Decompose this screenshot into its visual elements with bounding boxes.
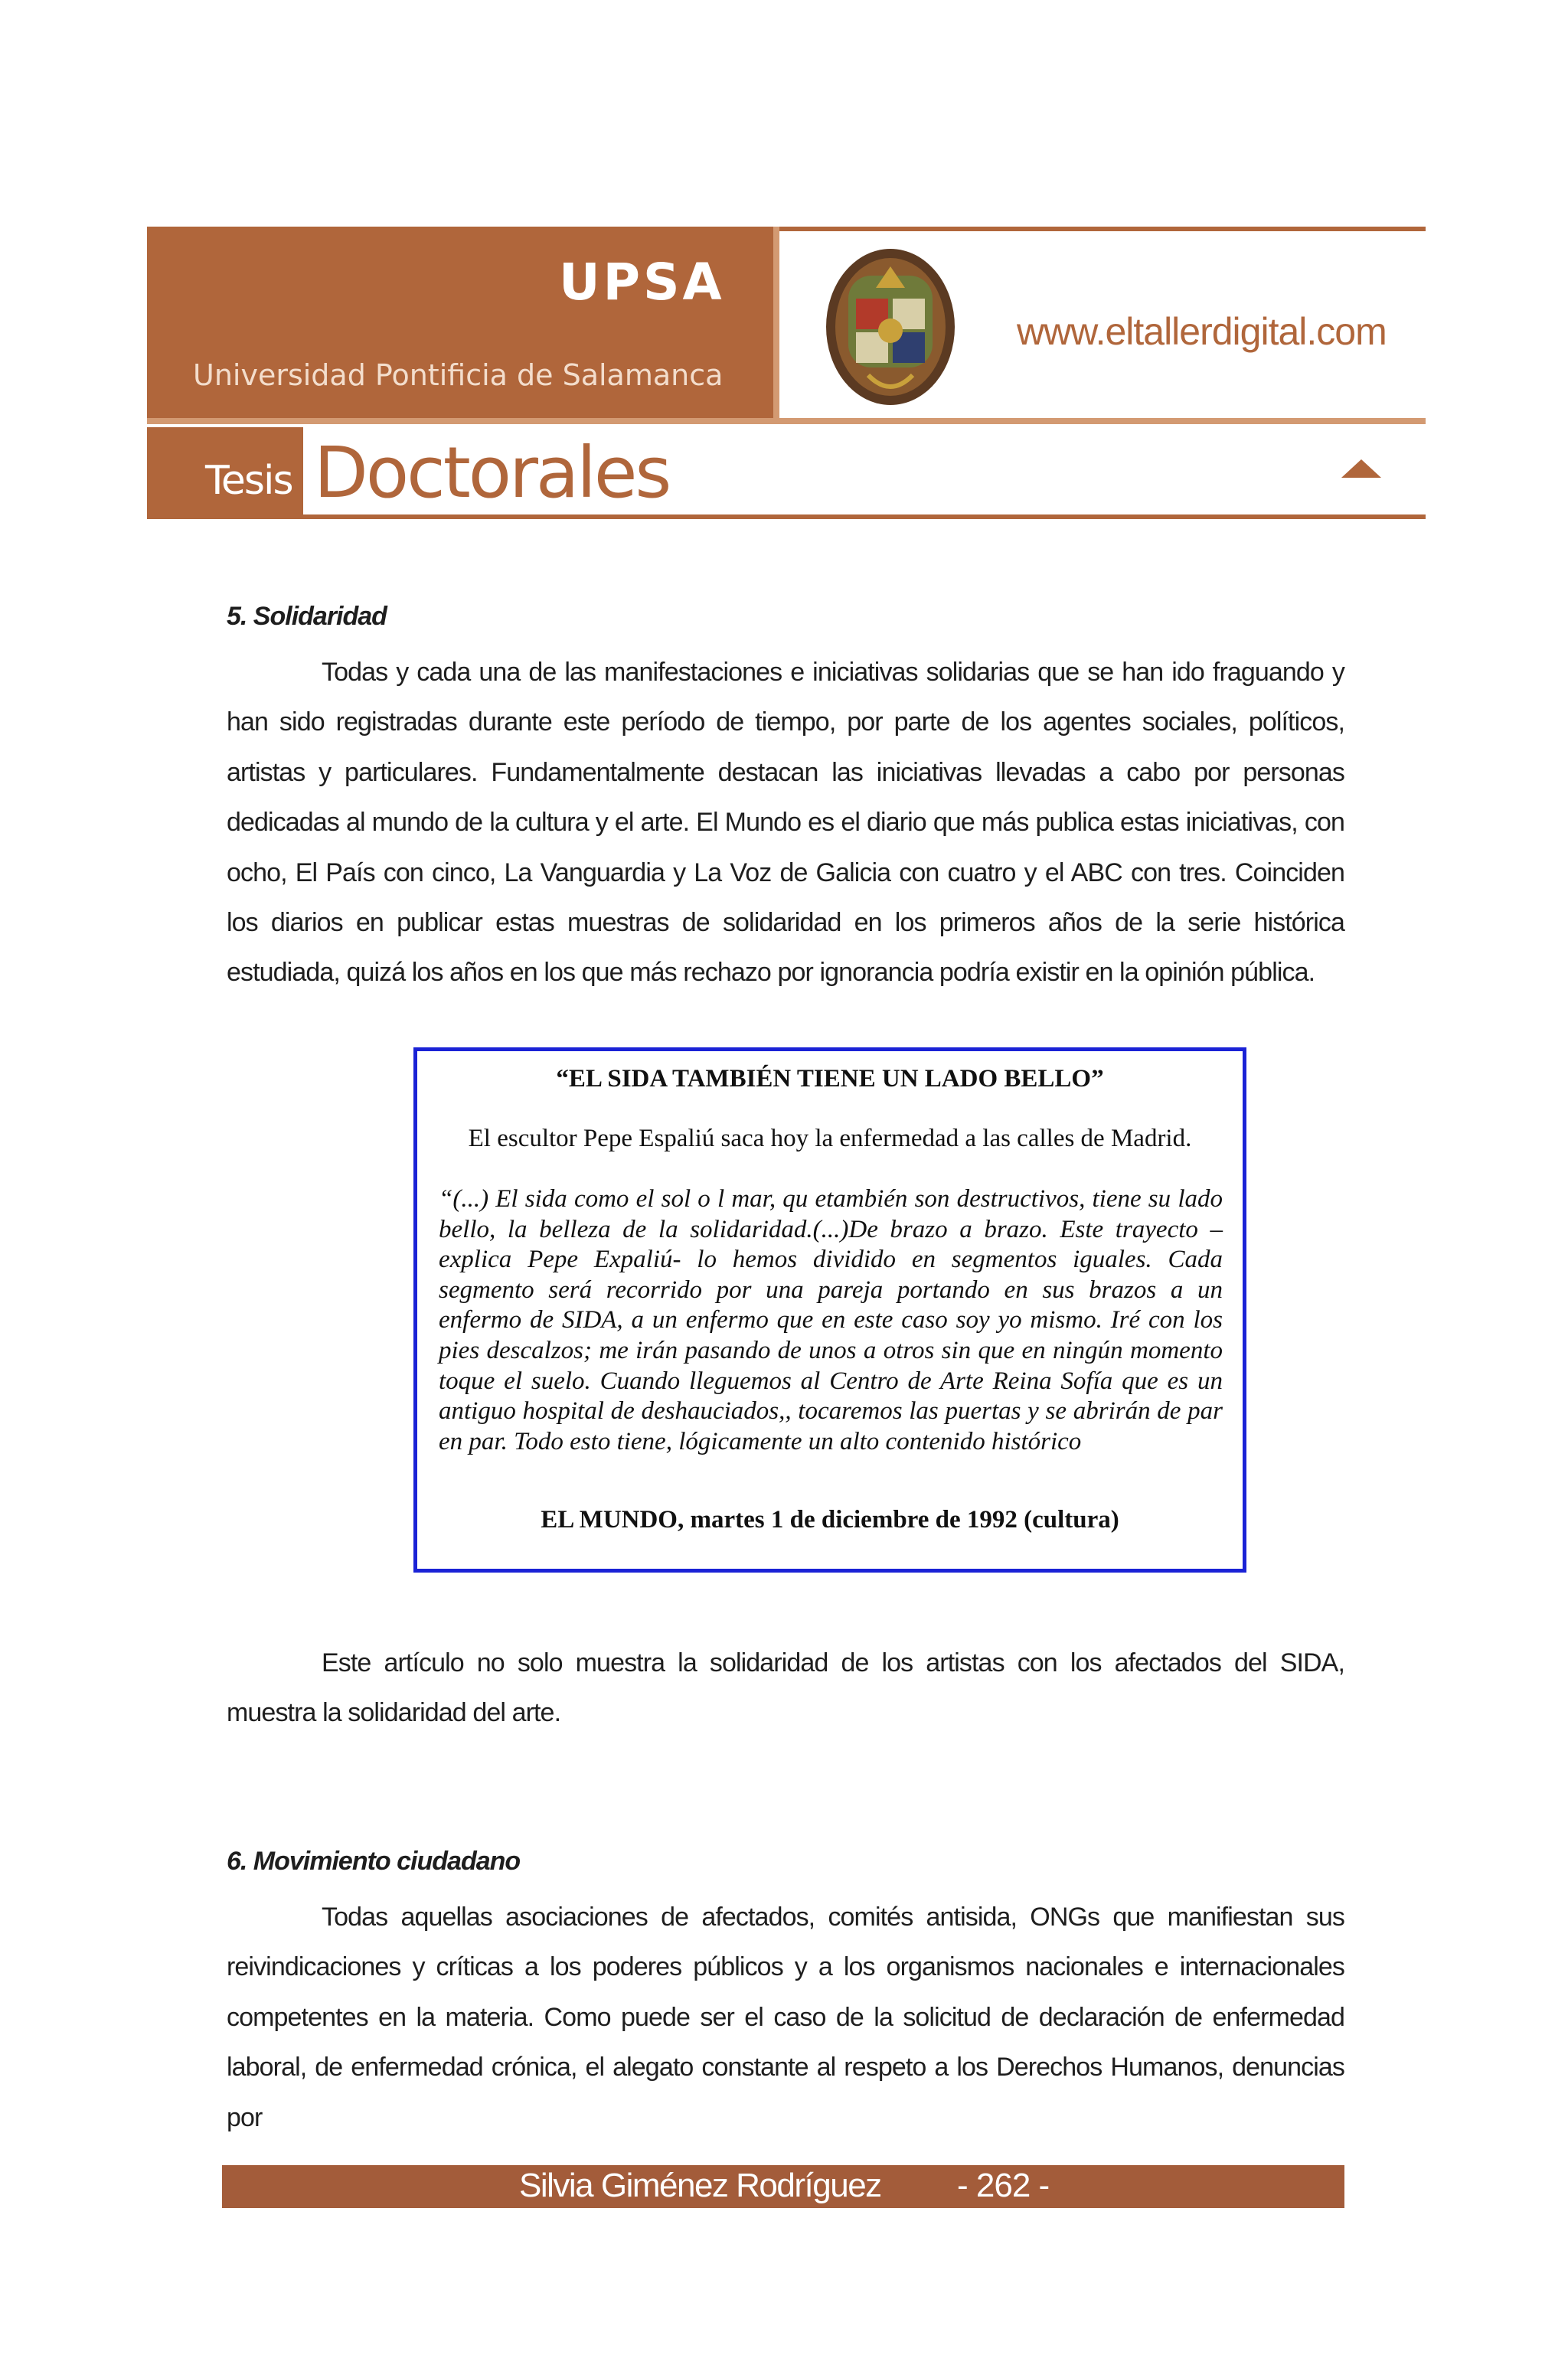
quote-source: EL MUNDO, martes 1 de diciembre de 1992 (cultura) <box>541 1506 1119 1534</box>
banner-divider <box>147 418 1426 424</box>
quote-box <box>413 1047 1246 1573</box>
brand-name: UPSA <box>559 253 725 312</box>
section-heading-movimiento-ciudadano: 6. Movimiento ciudadano <box>227 1847 521 1876</box>
header-banner <box>147 227 1426 519</box>
page-number: - 262 - <box>957 2167 1050 2204</box>
section-heading-solidaridad: 5. Solidaridad <box>227 602 387 631</box>
footer-author: Silvia Giménez Rodríguez <box>519 2167 881 2204</box>
quote-subtitle: El escultor Pepe Espaliú saca hoy la enfermedad a las calles de Madrid. <box>468 1125 1192 1152</box>
banner-crest-panel <box>779 227 1426 418</box>
paragraph-solidaridad: Todas y cada una de las manifestaciones e iniciativas solidarias que se han ido fraguando y han sido registradas durante este período de tiempo, por parte de los agentes sociales, políticos, artistas y particulares. Fundamentalmente destacan las iniciativas llevadas a cabo por personas dedicadas al mundo de la cultura y el arte. El Mundo es el diario que más publica estas iniciativas, con ocho, El País con cinco, La Vanguardia y La Voz de Galicia con cuatro y el ABC con tres. Coinciden los diarios en publicar estas muestras de solidaridad en los primeros años de la serie histórica estudiada, quizá los años en los que más rechazo por ignorancia podría existir en la opinión pública. <box>227 658 1344 988</box>
footer-bar <box>222 2165 1344 2208</box>
quote-title: “EL SIDA TAMBIÉN TIENE UN LADO BELLO” <box>556 1065 1104 1093</box>
triangle-up-icon <box>1341 459 1381 478</box>
banner-title-panel <box>303 427 1426 519</box>
website-url: www.eltallerdigital.com <box>1017 310 1387 353</box>
series-prefix: Tesis <box>205 458 292 504</box>
university-name: Universidad Pontificia de Salamanca <box>193 358 724 392</box>
university-crest-icon <box>822 245 959 409</box>
quote-body: “(...) El sida como el sol o l mar, qu etambién son destructivos, tiene su lado bello, la belleza de la solidaridad.(...)De brazo a brazo. Este trayecto –explica Pepe Expaliú- lo hemos dividido en segmentos iguales. Cada segmento será recorrido por una pareja portando en sus brazos a un enfermo de SIDA, a un enfermo que en este caso soy yo mismo. Iré con los pies descalzos; me irán pasando de unos a otros sin que en ningún momento toque el suelo. Cuando lleguemos al Centro de Arte Reina Sofía que es un antiguo hospital de deshauciados,, tocaremos las puertas y se abrirán de par en par. Todo esto tiene, lógicamente un alto contenido histórico <box>439 1185 1223 1455</box>
banner-brand-panel <box>147 227 779 418</box>
paragraph-movimiento-ciudadano: Todas aquellas asociaciones de afectados, comités antisida, ONGs que manifiestan sus reivindicaciones y críticas a los poderes públicos y a los organismos nacionales e internacionales competentes en la materia. Como puede ser el caso de la solicitud de declaración de enfermedad laboral, de enfermedad crónica, el alegato constante al respeto a los Derechos Humanos, denuncias por <box>227 1903 1344 2132</box>
paragraph-article-comment: Este artículo no solo muestra la solidaridad de los artistas con los afectados del SIDA, muestra la solidaridad del arte. <box>227 1648 1344 1728</box>
banner-tesis-panel <box>147 427 303 519</box>
series-title: Doctorales <box>314 432 670 514</box>
